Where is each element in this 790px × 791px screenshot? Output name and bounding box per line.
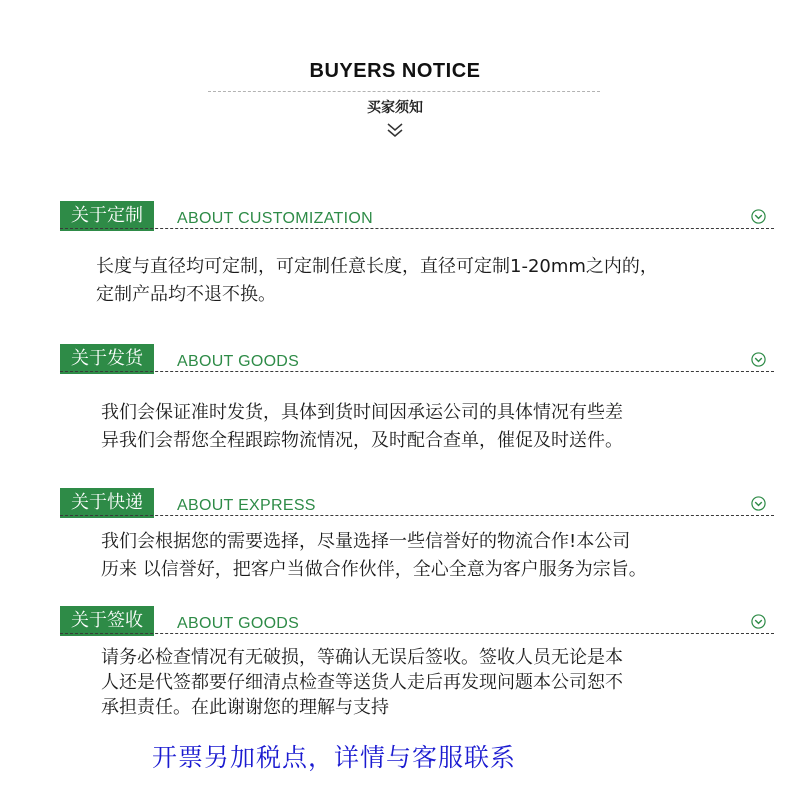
section-english-label: ABOUT GOODS: [177, 353, 300, 370]
section-body: [101, 399, 623, 455]
section-tag: 关于快递: [60, 488, 154, 518]
body-line: 我们会根据您的需要选择，尽量选择一些信誉好的物流合作!本公司: [101, 531, 631, 552]
section-body: [101, 645, 623, 720]
body-line: 请务必检查情况有无破损，等确认无误后签收。签收人员无论是本: [101, 647, 623, 668]
section-divider: [60, 228, 774, 229]
body-line: 我们会保证准时发货，具体到货时间因承运公司的具体情况有些差: [101, 402, 623, 423]
section-divider: [60, 515, 774, 516]
body-line: 异我们会帮您全程跟踪物流情况，及时配合查单，催促及时送件。: [101, 430, 623, 451]
chevron-circle-icon: [751, 496, 766, 511]
body-line: 定制产品均不退不换。: [96, 284, 276, 305]
header-divider: [208, 91, 600, 92]
body-line: 历来 以信誉好，把客户当做合作伙伴，全心全意为客户服务为宗旨。: [101, 559, 647, 580]
section-tag: 关于发货: [60, 344, 154, 374]
section-body: [101, 528, 647, 584]
invoice-note: 开票另加税点，详情与客服联系: [152, 743, 517, 772]
body-line: 承担责任。在此谢谢您的理解与支持: [101, 697, 389, 718]
section-body: [96, 253, 658, 309]
chevron-circle-icon: [751, 209, 766, 224]
section-tag: 关于定制: [60, 201, 154, 231]
section-tag: 关于签收: [60, 606, 154, 636]
page-subtitle: 买家须知: [367, 100, 423, 116]
double-chevron-down-icon: [386, 122, 404, 138]
section-divider: [60, 633, 774, 634]
section-divider: [60, 371, 774, 372]
section-english-label: ABOUT CUSTOMIZATION: [177, 210, 373, 227]
body-line: 长度与直径均可定制，可定制任意长度，直径可定制1-20mm之内的，: [96, 256, 658, 277]
section-english-label: ABOUT EXPRESS: [177, 497, 316, 514]
page-title: BUYERS NOTICE: [309, 60, 481, 82]
chevron-circle-icon: [751, 614, 766, 629]
section-english-label: ABOUT GOODS: [177, 615, 300, 632]
body-line: 人还是代签都要仔细清点检查等送货人走后再发现问题本公司恕不: [101, 672, 623, 693]
chevron-circle-icon: [751, 352, 766, 367]
